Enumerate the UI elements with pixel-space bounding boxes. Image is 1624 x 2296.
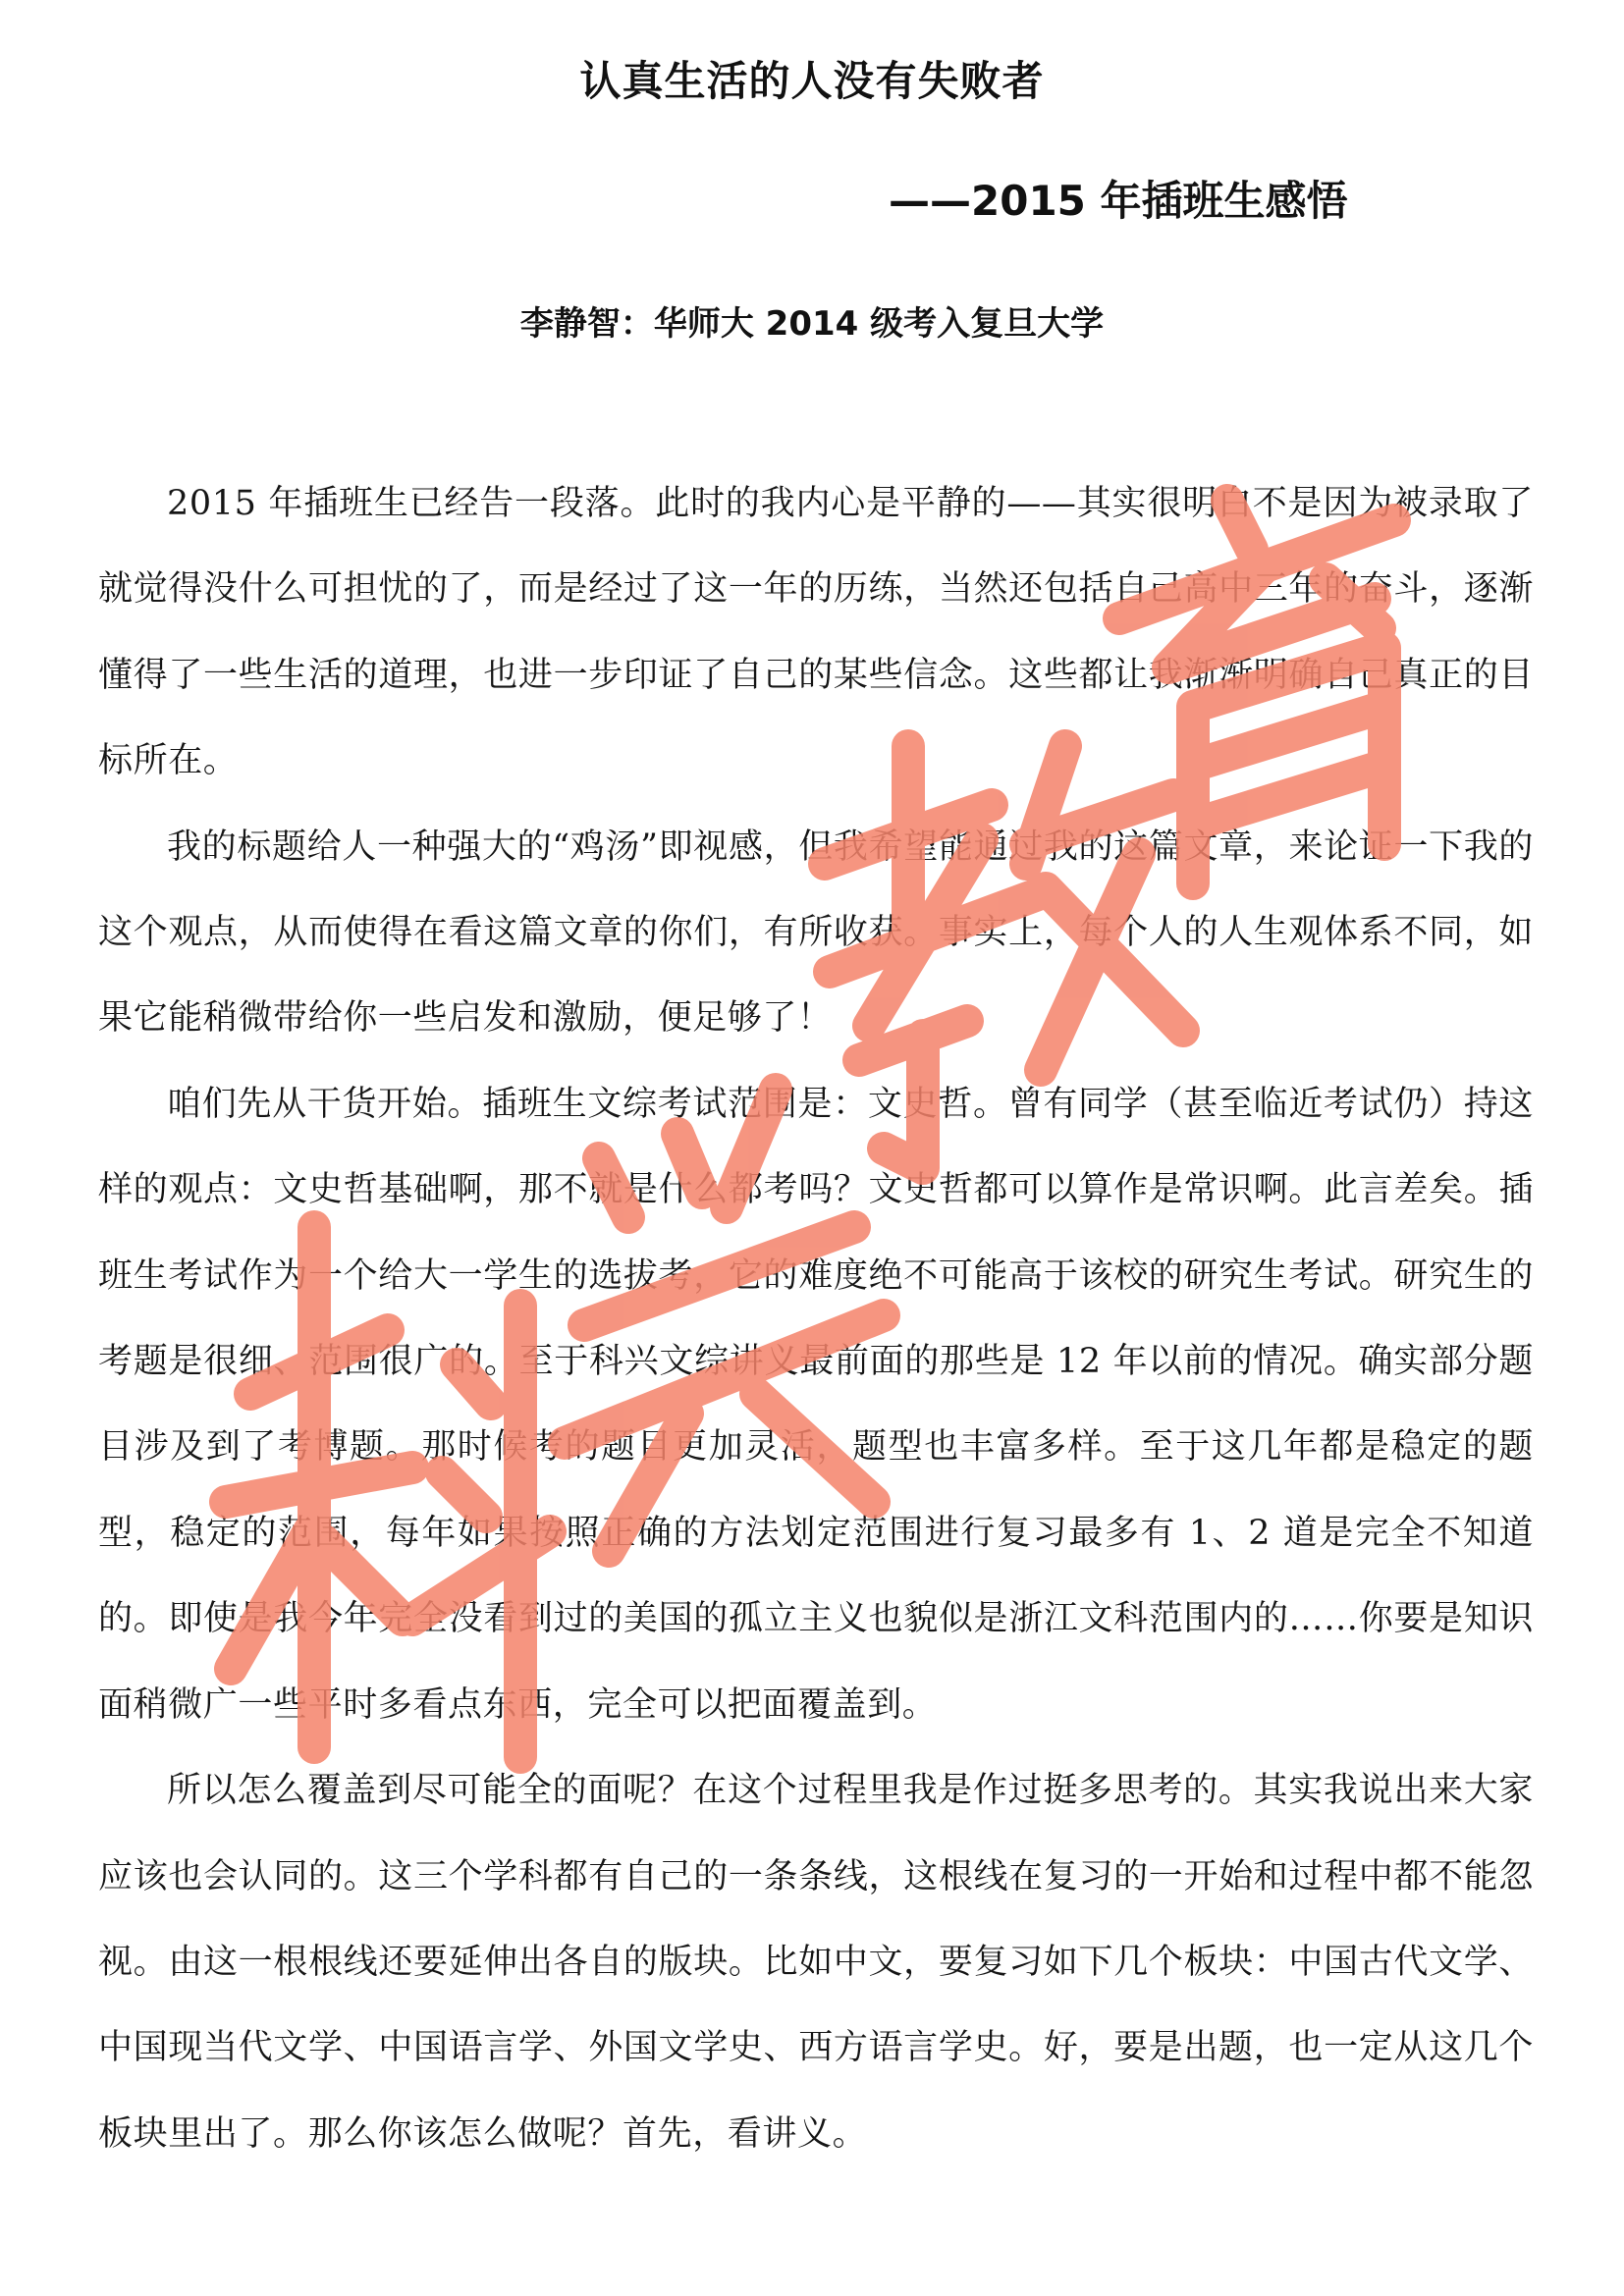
author-line: 李静智：华师大 2014 级考入复旦大学: [519, 304, 1105, 344]
paragraph-4: 所以怎么覆盖到尽可能全的面呢？在这个过程里我是作过挺多思考的。其实我说出来大家应该也会认同的。这三个学科都有自己的一条条线，这根线在复习的一开始和过程中都不能忽视。由这一根根线还要延伸出各自的版块。比如中文，要复习如下几个板块：中国古代文学、中国现当代文学、中国语言学、外国文学史、西方语言学史。好，要是出题，也一定从这几个板块里出了。那么你该怎么做呢？首先，看讲义。: [98, 1771, 1534, 2154]
paragraph-2: 我的标题给人一种强大的“鸡汤”即视感，但我希望能通过我的这篇文章，来论证一下我的这个观点，从而使得在看这篇文章的你们，有所收获。事实上，每个人的人生观体系不同，如果它能稍微带给你一些启发和激励，便足够了！: [98, 827, 1534, 1039]
article-body: [98, 461, 1534, 2177]
document-subtitle: ——2015 年插班生感悟: [889, 177, 1348, 225]
document-title: 认真生活的人没有失败者: [579, 57, 1045, 105]
paragraph-1: 2015 年插班生已经告一段落。此时的我内心是平静的——其实很明白不是因为被录取了就觉得没什么可担忧的了，而是经过了这一年的历练，当然还包括自己高中三年的奋斗，逐渐懂得了一些生活的道理，也进一步印证了自己的某些信念。这些都让我渐渐明确自己真正的目标所在。: [98, 484, 1534, 781]
paragraph-3: 咱们先从干货开始。插班生文综考试范围是：文史哲。曾有同学（甚至临近考试仍）持这样的观点：文史哲基础啊，那不就是什么都考吗？文史哲都可以算作是常识啊。此言差矣。插班生考试作为一个给大一学生的选拔考，它的难度绝不可能高于该校的研究生考试。研究生的考题是很细、范围很广的。至于科兴文综讲义最前面的那些是 12 年以前的情况。确实部分题目涉及到了考博题。那时候考的题目更加灵活，题型也丰富多样。至于这几年都是稳定的题型，稳定的范围，每年如果按照正确的方法划定范围进行复习最多有 1、2 道是完全不知道的。即使是我今年完全没看到过的美国的孤立主义也貌似是浙江文科范围内的……你要是知识面稍微广一些平时多看点东西，完全可以把面覆盖到。: [98, 1084, 1534, 1725]
